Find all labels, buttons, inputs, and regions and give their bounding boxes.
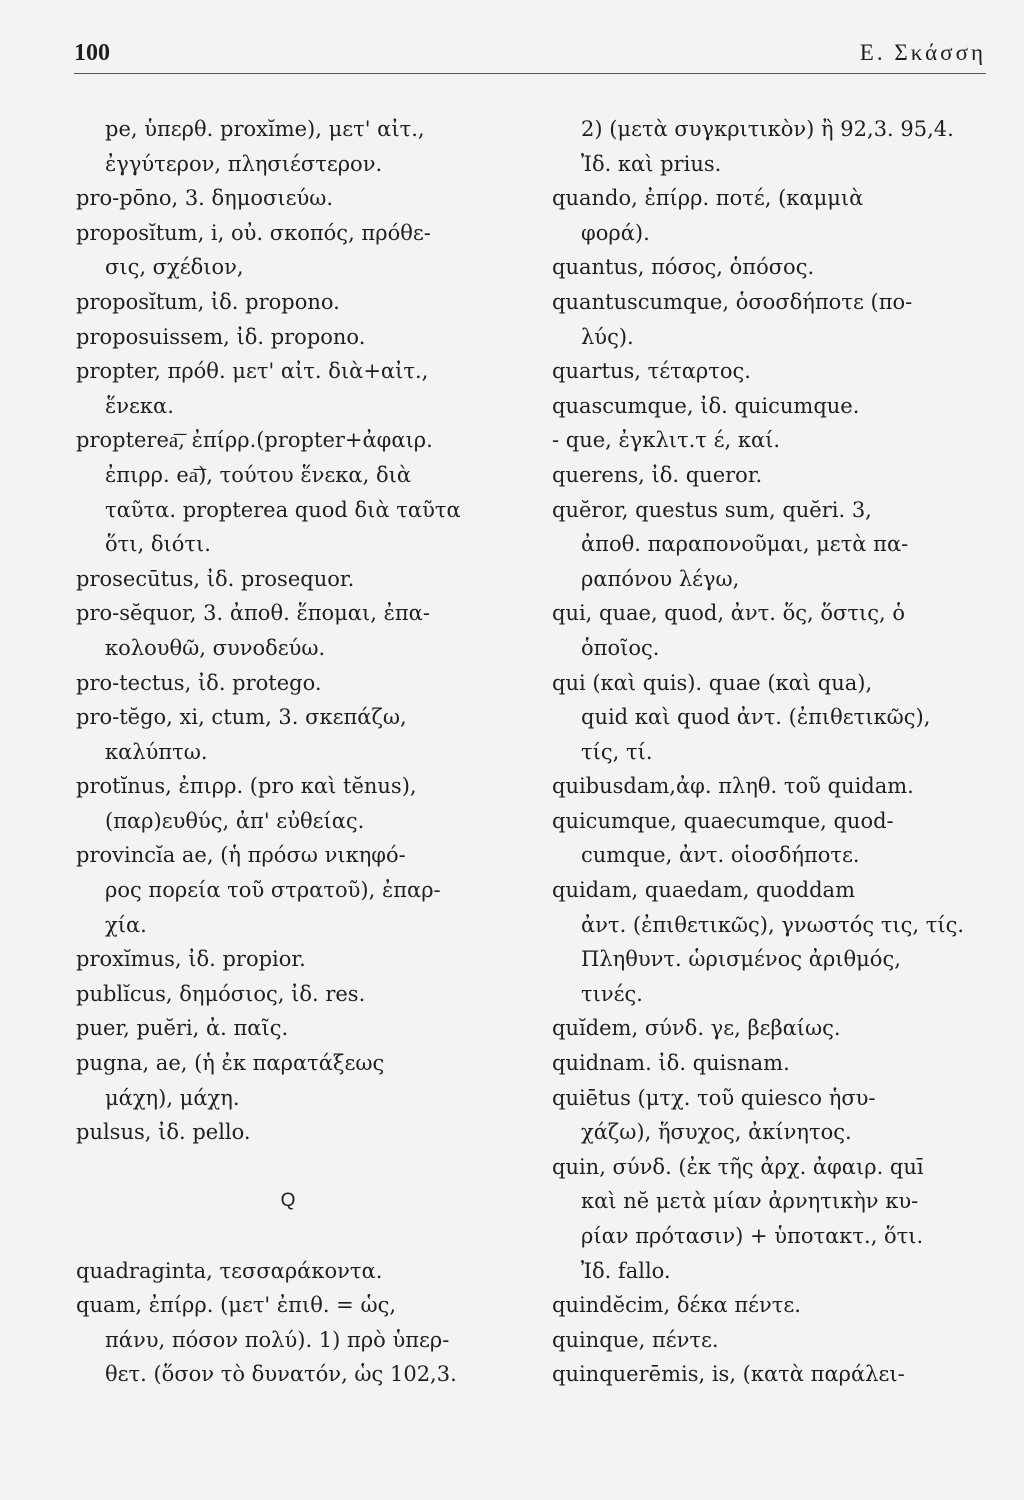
entry-line: provincĭa ae, (ἡ πρόσω νικηφό- — [76, 843, 406, 868]
entry-continuation-line: ὅτι, διότι. — [105, 532, 211, 557]
entry-continuation-line: φορά). — [581, 220, 650, 245]
page-header — [74, 36, 986, 76]
entry-line: propterea͞, ἐπίρρ.(propter+ἀφαιρ. — [76, 428, 433, 453]
left-column — [76, 112, 520, 1392]
entry-line: quiētus (μτχ. τοῦ quiesco ἡσυ- — [552, 1085, 876, 1110]
entry-line: proxĭmus, ἰδ. propior. — [76, 947, 306, 972]
entry-continuation-line: cumque, ἀντ. οἱοσδήποτε. — [581, 843, 860, 868]
entry-line: quindĕcim, δέκα πέντε. — [552, 1293, 801, 1318]
entry-line: quadraginta, τεσσαράκοντα. — [76, 1258, 383, 1283]
entry-continuation-line: σις, σχέδιον, — [105, 255, 244, 280]
section-letter: Q — [280, 1190, 296, 1212]
entry-continuation-line: χία. — [105, 912, 147, 937]
entry-continuation-line: ὁποῖος. — [581, 635, 660, 660]
entry-line: quam, ἐπίρρ. (μετ' ἐπιθ. = ὡς, — [76, 1293, 397, 1318]
section-spacer — [76, 1219, 520, 1254]
entry-line: quascumque, ἰδ. quicumque. — [552, 393, 860, 418]
entry-line: querens, ἰδ. queror. — [552, 462, 763, 487]
entry-continuation-line: θετ. (ὅσον τὸ δυνατόν, ὡς 102,3. — [105, 1362, 457, 1387]
entry-line: qui, quae, quod, ἀντ. ὅς, ὅστις, ὁ — [552, 601, 905, 626]
entry-continuation-line: quid καὶ quod ἀντ. (ἐπιθετικῶς), — [581, 705, 931, 730]
entry-line: protĭnus, ἐπιρρ. (pro καὶ tĕnus), — [76, 774, 417, 799]
entry-continuation-line: ἕνεκα. — [105, 393, 174, 418]
entry-line: quĭdem, σύνδ. γε, βεβαίως. — [552, 1016, 841, 1041]
right-column — [552, 112, 998, 1392]
entry-line: propter, πρόθ. μετ' αἰτ. διὰ+αἰτ., — [76, 359, 429, 384]
entry-line: quin, σύνδ. (ἐκ τῆς ἀρχ. ἀφαιρ. quī — [552, 1154, 924, 1179]
entry-line: quĕror, questus sum, quĕri. 3, — [552, 497, 872, 522]
entry-line: publĭcus, δημόσιος, ἰδ. res. — [76, 981, 366, 1006]
entry-line: pro-tĕgo, xi, ctum, 3. σκεπάζω, — [76, 705, 407, 730]
entry-continuation-line: τινές. — [581, 981, 643, 1006]
entry-continuation-line: ἀντ. (ἐπιθετικῶς), γνωστός τις, τίς. — [581, 912, 965, 937]
entry-line: - que, ἐγκλιτ.τ έ, καί. — [552, 428, 781, 453]
entry-line: pugna, ae, (ἡ ἐκ παρατάξεως — [76, 1051, 385, 1076]
entry-continuation-line: ἀποθ. παραπονοῦμαι, μετὰ πα- — [581, 532, 909, 557]
entry-line: prosecūtus, ἰδ. prosequor. — [76, 566, 355, 591]
entry-line: quicumque, quaecumque, quod- — [552, 808, 894, 833]
entry-continuation-line: λύς). — [581, 324, 634, 349]
entry-continuation-line: (παρ)ευθύς, ἀπ' εὐθείας. — [105, 808, 365, 833]
entry-continuation-line: χάζω), ἥσυχος, ἀκίνητος. — [581, 1120, 852, 1145]
entry-line: pro-sĕquor, 3. ἀποθ. ἕπομαι, ἐπα- — [76, 601, 430, 626]
entry-line: puer, puĕri, ἀ. παῖς. — [76, 1016, 289, 1041]
entry-line: proposuissem, ἰδ. propono. — [76, 324, 366, 349]
entry-continuation-line: κολουθῶ, συνοδεύω. — [105, 635, 326, 660]
entry-continuation-line: μάχη), μάχη. — [105, 1085, 240, 1110]
entry-line: qui (καὶ quis). quae (καὶ qua), — [552, 670, 873, 695]
entry-continuation-line: Πληθυντ. ὡρισμένος ἀριθμός, — [581, 947, 901, 972]
entry-continuation-line: Ἰδ. καὶ prius. — [581, 151, 722, 176]
entry-continuation-line: pe, ὑπερθ. proxĭme), μετ' αἰτ., — [105, 117, 425, 141]
entry-continuation-line: ἐγγύτερον, πλησιέστερον. — [105, 151, 383, 176]
entry-continuation-line: ρίαν πρότασιν) + ὑποτακτ., ὅτι. — [581, 1224, 924, 1248]
entry-continuation-line: τίς, τί. — [581, 739, 653, 764]
entry-continuation-line: πάνυ, πόσον πολύ). 1) πρὸ ὑπερ- — [105, 1327, 450, 1352]
entry-line: pulsus, ἰδ. pello. — [76, 1120, 251, 1145]
header-rule — [74, 73, 986, 74]
entry-line: proposĭtum, i, οὐ. σκοπός, πρόθε- — [76, 220, 431, 245]
entry-line: quidam, quaedam, quoddam — [552, 878, 855, 903]
entry-line: quibusdam,ἀφ. πληθ. τοῦ quidam. — [552, 774, 914, 799]
entry-continuation-line: 2) (μετὰ συγκριτικὸν) ἢ 92,3. 95,4. — [581, 117, 954, 141]
entry-continuation-line: καὶ nĕ μετὰ μίαν ἀρνητικὴν κυ- — [581, 1189, 919, 1214]
entry-line: quando, ἐπίρρ. ποτέ, (καμμιὰ — [552, 186, 864, 211]
entry-line: quinquerēmis, is, (κατὰ παράλει- — [552, 1362, 905, 1387]
entry-continuation-line: ρος πορεία τοῦ στρατοῦ), ἐπαρ- — [105, 878, 441, 903]
entry-continuation-line: ταῦτα. propterea quod διὰ ταῦτα — [105, 497, 461, 522]
entry-continuation-line: ραπόνου λέγω, — [581, 566, 740, 591]
entry-line: quartus, τέταρτος. — [552, 359, 751, 384]
entry-continuation-line: Ἰδ. fallo. — [581, 1258, 671, 1283]
entry-line: pro-tectus, ἰδ. protego. — [76, 670, 322, 695]
entry-line: pro-pōno, 3. δημοσιεύω. — [76, 186, 334, 211]
entry-line: quinque, πέντε. — [552, 1327, 719, 1352]
entry-line: quidnam. ἰδ. quisnam. — [552, 1051, 790, 1076]
section-spacer — [76, 1150, 520, 1185]
entry-continuation-line: ἐπιρρ. ea͞), τούτου ἕνεκα, διὰ — [105, 462, 411, 487]
entry-continuation-line: καλύπτω. — [105, 739, 208, 764]
running-head: Ε. Σκάσση — [859, 40, 986, 65]
entry-line: proposĭtum, ἰδ. propono. — [76, 289, 340, 314]
entry-line: quantuscumque, ὁσοσδήποτε (πο- — [552, 289, 913, 314]
page-number: 100 — [74, 40, 110, 66]
entry-line: quantus, πόσος, ὁπόσος. — [552, 255, 815, 280]
